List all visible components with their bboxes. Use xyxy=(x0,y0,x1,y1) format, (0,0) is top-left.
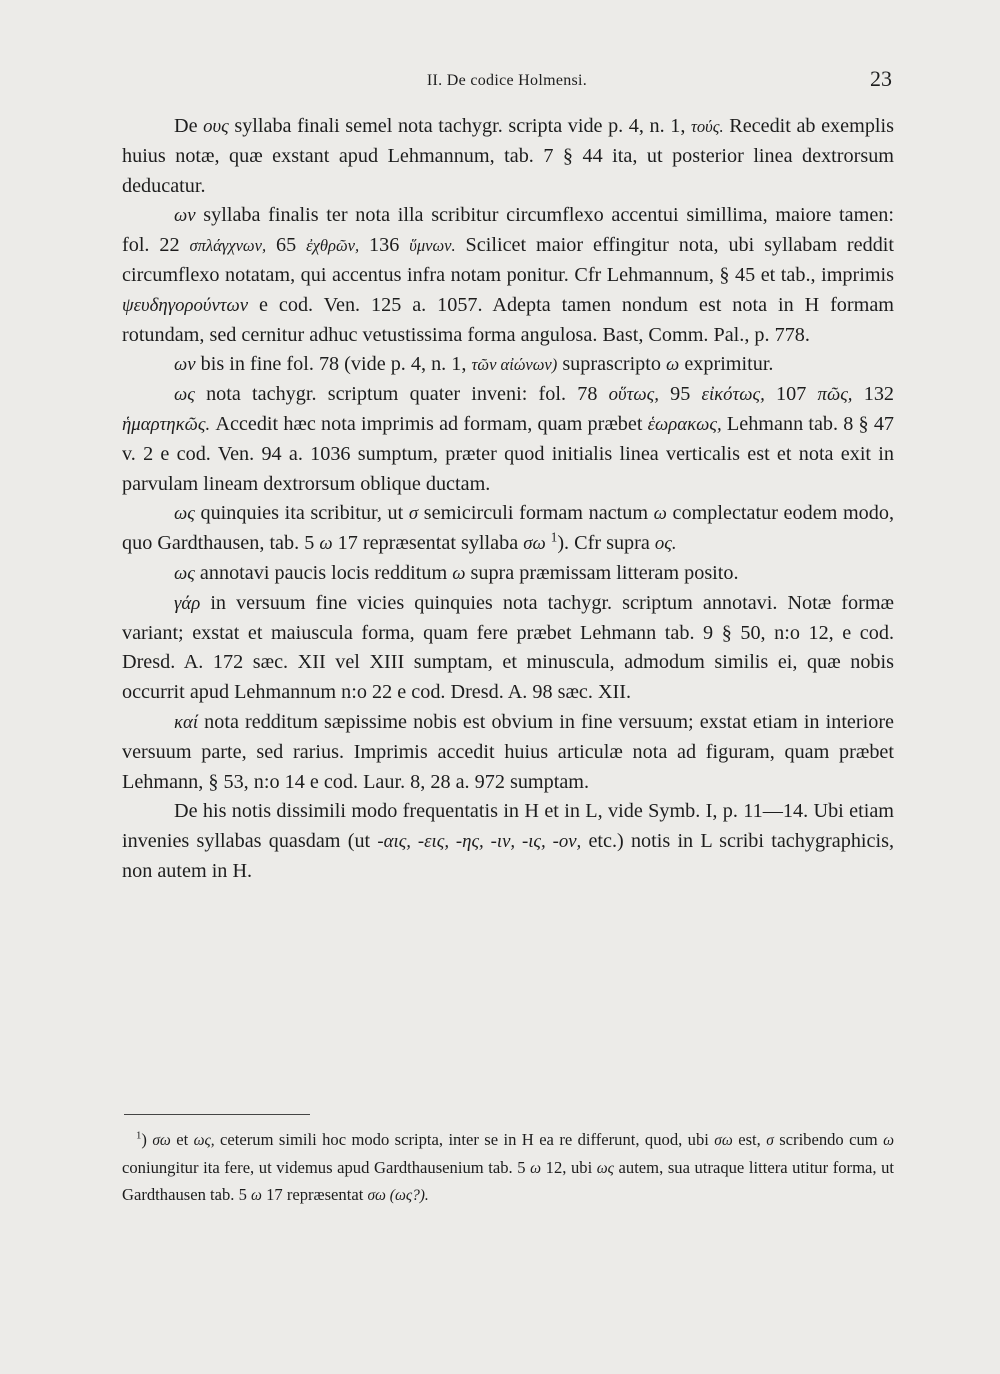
text-span: 17 repræsentat xyxy=(261,1185,368,1204)
text-span: semicirculi formam nactum xyxy=(418,502,654,525)
paragraph-gar xyxy=(122,589,894,708)
text-span: Scilicet maior effingitur nota, ubi syllabam reddit circumflexo notatam, qui accentus infra notam ponitur. Cfr Lehmannum, § 45 et tab., imprimis xyxy=(122,234,895,286)
footnote-divider xyxy=(124,1114,310,1115)
greek-term: ως, xyxy=(193,1132,215,1149)
greek-term: ἐχθρῶν, xyxy=(306,236,360,256)
greek-term: -αις, -εις, -ης, -ιν, -ις, -ον, xyxy=(377,831,582,853)
running-head: II. De codice Holmensi. xyxy=(426,72,588,89)
greek-term: ἑωρακως, xyxy=(647,413,722,435)
greek-term: ἡμαρτηκῶς. xyxy=(122,413,211,435)
text-span: exprimitur. xyxy=(679,353,774,376)
text-span: ceterum simili hoc modo scripta, inter se in H ea re differunt, quod, ubi xyxy=(214,1130,715,1149)
footnote-marker: 1 xyxy=(136,1129,142,1142)
paragraph-os xyxy=(122,380,894,499)
greek-term: ω xyxy=(530,1159,542,1177)
page-number: 23 xyxy=(870,66,892,91)
greek-term: ως xyxy=(596,1159,614,1177)
text-span: syllaba finali semel nota tachygr. scripta vide p. 4, n. 1, xyxy=(228,115,691,137)
greek-term: ω xyxy=(653,503,667,525)
greek-term: ως xyxy=(174,503,195,525)
text-span: est, xyxy=(732,1130,767,1149)
text-span: suprascripto xyxy=(557,353,667,376)
text-span: Recedit ab exemplis huius notæ, quæ exstant apud Lehmannum, tab. 7 § 44 ita, ut posterior linea dextrorsum deducatur. xyxy=(122,115,894,197)
greek-term: σω xyxy=(523,533,546,555)
text-span: complectatur eodem modo, quo Gardthausen, tab. 5 xyxy=(122,502,895,555)
footnotes xyxy=(122,1127,894,1210)
greek-term: οὕτως, xyxy=(608,384,659,406)
text-span: supra præmissam litteram posito. xyxy=(465,561,739,584)
greek-term: ων xyxy=(174,205,196,227)
text-span: 107 xyxy=(764,383,818,406)
greek-term: ως xyxy=(174,384,195,406)
text-span: e cod. Ven. 125 a. 1057. Adepta tamen nondum est nota in H formam rotundam, sed cernitur adhuc vetustissima forma angulosa. Bast, Comm. Pal., p. 778. xyxy=(122,293,894,346)
paragraph-kai xyxy=(122,708,894,797)
greek-term: ως xyxy=(174,562,195,584)
paragraph-de-his xyxy=(122,797,894,886)
text-span: nota redditum sæpissime nobis est obvium in fine versuum; exstat etiam in interiore versuum parte, sed rarius. Imprimis accedit huius articulæ nota ad figuram, quam præbet Lehmann, § 53, n:o 14 e cod. Laur. 8, 28 a. 972 sumptam. xyxy=(122,710,894,793)
text-span: quinquies ita scribitur, ut xyxy=(194,502,409,525)
greek-term: ὕμνων. xyxy=(409,236,456,256)
text-span: Accedit hæc nota imprimis ad formam, quam præbet xyxy=(210,412,648,435)
greek-term: σ xyxy=(766,1132,774,1149)
greek-term: ψευδηγορούντων xyxy=(122,294,249,316)
paragraph-on xyxy=(122,201,894,350)
text-span: 95 xyxy=(658,383,702,406)
text-span: etc.) notis in L scribi tachygraphicis, non autem in H. xyxy=(122,830,894,882)
greek-term: πῶς, xyxy=(817,384,853,406)
text-span: De his notis dissimili modo frequentatis in H et in L, vide Symb. I, p. 11—14. Ubi etiam invenies syllabas quasdam (ut xyxy=(122,800,894,853)
text-span: Lehmann tab. 8 § 47 v. 2 e cod. Ven. 94 a. 1036 sumptum, præter quod initialis linea verticalis est et nota exit in parvulam lineam dextrorsum oblique ductam. xyxy=(122,412,895,495)
text-span: ) xyxy=(141,1130,153,1149)
text-span: 132 xyxy=(852,383,895,406)
text-span: et xyxy=(170,1130,194,1149)
text-span: syllaba finalis ter nota illa scribitur circumflexo accentui simillima, maiore tamen: fol. 22 xyxy=(122,204,894,257)
text-span: nota tachygr. scriptum quater inveni: fol. 78 xyxy=(194,383,609,406)
greek-term: ος. xyxy=(654,533,677,555)
greek-term: καί xyxy=(174,711,199,733)
text-span: coniungitur ita fere, ut videmus apud Gardthausenium tab. 5 xyxy=(122,1157,531,1177)
greek-term: σ xyxy=(408,503,419,525)
text-span: scribendo cum xyxy=(773,1130,884,1149)
text-span: 12, ubi xyxy=(541,1157,597,1177)
page-header xyxy=(122,66,892,96)
greek-term: τούς. xyxy=(690,117,724,136)
greek-term: σω (ως?). xyxy=(367,1187,429,1204)
text-span: 136 xyxy=(359,234,410,257)
text-span: De xyxy=(174,115,204,137)
paragraph-os-annotavi xyxy=(122,559,894,589)
greek-term: εἰκότως, xyxy=(701,384,765,406)
paragraph-ous xyxy=(122,112,894,201)
main-text xyxy=(122,112,894,887)
footnote-1 xyxy=(122,1127,894,1210)
text-span: bis in fine fol. 78 (vide p. 4, n. 1, xyxy=(195,353,472,376)
greek-term: ους xyxy=(203,116,229,137)
greek-term: ων xyxy=(174,354,196,376)
greek-term: σω xyxy=(152,1132,171,1149)
paragraph-on-bis xyxy=(122,350,894,380)
footnote-reference: 1 xyxy=(550,529,558,545)
greek-term: ω xyxy=(883,1132,894,1149)
text-span: ). Cfr supra xyxy=(557,532,655,555)
greek-term: ω xyxy=(251,1187,262,1204)
greek-term: ω xyxy=(666,354,680,376)
paragraph-os-quinquies xyxy=(122,499,894,559)
greek-term: ω xyxy=(319,533,333,555)
greek-term: σω xyxy=(714,1132,733,1149)
text-span: annotavi paucis locis redditum xyxy=(194,561,453,584)
text-span: 17 repræsentat syllaba xyxy=(332,532,524,555)
greek-term: τῶν αἰώνων) xyxy=(471,355,558,375)
text-span: in versuum fine vicies quinquies nota tachygr. scriptum annotavi. Notæ formæ variant; exstat et maiuscula forma, quam fere præbet Lehmann tab. 9 § 50, n:o 12, e cod. Dresd. A. 172 sæc. XII vel XIII sumptam, et minuscula, admodum similis ei, quæ nobis occurrit apud Lehmannum n:o 22 e cod. Dresd. A. 98 sæc. XII. xyxy=(122,591,894,704)
greek-term: γάρ xyxy=(174,592,201,614)
text-span: 65 xyxy=(266,234,307,257)
text-span: autem, sua utraque littera utitur forma, ut Gardthausen tab. 5 xyxy=(122,1157,894,1204)
greek-term: σπλάγχνων, xyxy=(189,236,267,256)
greek-term: ω xyxy=(452,562,466,584)
